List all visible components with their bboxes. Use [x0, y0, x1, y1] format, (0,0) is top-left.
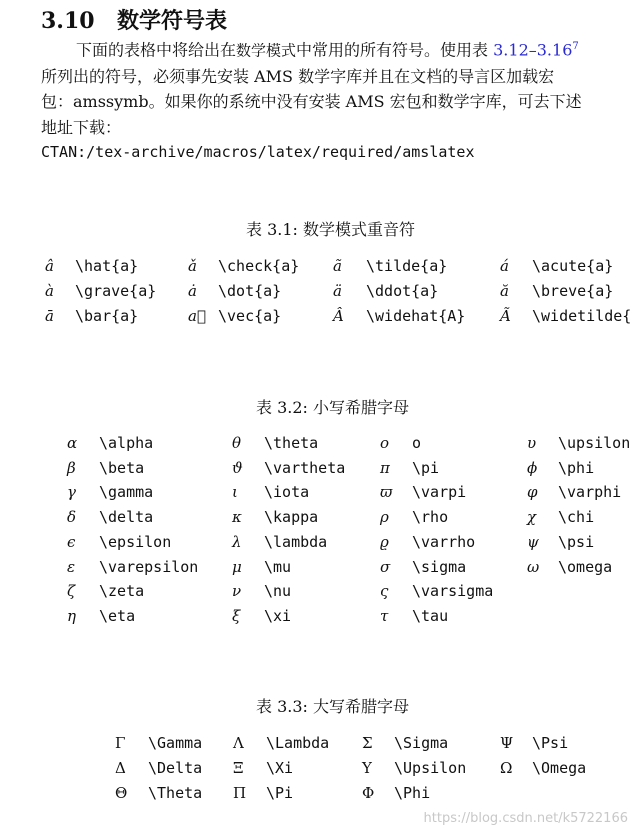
table3-symbol: Σ — [362, 734, 373, 752]
table2-command: \xi — [264, 606, 292, 625]
table1-command: \vec{a} — [218, 307, 282, 325]
table3-symbol: Ω — [500, 759, 513, 777]
table2-symbol: μ — [232, 557, 242, 576]
table2-command: \eta — [99, 606, 136, 625]
ctan-path: CTAN:/tex-archive/macros/latex/required/amslatex — [41, 143, 475, 162]
table2-symbol: π — [380, 458, 390, 477]
intro-line-4: 地址下载： — [41, 117, 122, 137]
table2-command: \lambda — [264, 532, 328, 551]
table2-command: \rho — [412, 508, 449, 527]
table2-symbol: γ — [67, 483, 76, 502]
table2-command: \theta — [264, 434, 319, 452]
table2-command: \beta — [99, 458, 145, 477]
table2-command: \upsilon — [558, 434, 631, 452]
table1-command: \grave{a} — [75, 282, 157, 300]
table1-command: \ddot{a} — [366, 282, 439, 300]
table2-symbol: κ — [232, 508, 242, 527]
table1-command: \breve{a} — [532, 282, 614, 300]
table1-symbol: Ã — [500, 307, 511, 325]
table2-command: \gamma — [99, 483, 154, 502]
table2-symbol: δ — [67, 508, 77, 527]
table1-symbol: ā — [45, 307, 54, 325]
table1-symbol: ă — [500, 282, 509, 300]
table3-caption: 表 3.3: 大写希腊字母 — [256, 697, 410, 716]
table3-command: \Pi — [266, 784, 294, 802]
intro-line-2: 所列出的符号，必须事先安装 AMS 数学字库并且在文档的导言区加载宏 — [41, 66, 555, 86]
table2-symbol: ϖ — [380, 483, 393, 502]
table2-command: \varsigma — [412, 582, 494, 601]
table2-command: \tau — [412, 606, 449, 625]
table2-symbol: ξ — [232, 606, 241, 625]
table1-symbol: ǎ — [188, 257, 197, 275]
table-ref-link[interactable]: 3.12–3.16 — [493, 40, 573, 60]
table1-command: \bar{a} — [75, 307, 139, 325]
table3-symbol: Υ — [362, 759, 372, 777]
table1-symbol: ȧ — [188, 282, 197, 300]
table1-caption: 表 3.1: 数学模式重音符 — [246, 220, 416, 239]
table2-command: \zeta — [99, 582, 145, 601]
intro-paragraph — [41, 26, 636, 166]
table1-symbol: á — [500, 257, 509, 275]
table1-symbol: à — [45, 282, 54, 300]
table2-symbol: ω — [527, 557, 540, 576]
table1-command: \check{a} — [218, 257, 300, 275]
table2-symbol: o — [380, 434, 390, 452]
table1-symbol: Â — [333, 307, 344, 325]
table2-command: o — [412, 434, 422, 452]
table2-command: \vartheta — [264, 458, 346, 477]
table2-symbol: τ — [380, 606, 389, 625]
table1-command: \tilde{a} — [366, 257, 448, 275]
table3-symbol: Θ — [115, 784, 128, 802]
table2-symbol: ν — [232, 582, 242, 601]
table1-command: \hat{a} — [75, 257, 139, 275]
table2-symbol: α — [67, 434, 78, 452]
intro-line-3: 包：amssymb。如果你的系统中没有安装 AMS 宏包和数学字库，可去下述 — [41, 92, 582, 112]
table2-caption: 表 3.2: 小写希腊字母 — [256, 398, 410, 417]
table2-symbol: β — [67, 458, 76, 477]
table2-symbol: η — [67, 606, 76, 625]
table3-command: \Theta — [148, 784, 203, 802]
table3-symbol: Ξ — [233, 759, 244, 777]
table2-symbol: λ — [232, 532, 242, 551]
table2-command: \varrho — [412, 532, 476, 551]
table3-command: \Xi — [266, 759, 294, 777]
table3-command: \Phi — [394, 784, 431, 802]
table2-command: \pi — [412, 458, 440, 477]
section-number: 3.10 — [41, 8, 95, 34]
table2-symbol: θ — [232, 434, 242, 452]
table3-command: \Psi — [532, 734, 569, 752]
section-title: 数学符号表 — [117, 8, 228, 34]
table3-command: \Upsilon — [394, 759, 467, 777]
table2-symbol: ζ — [67, 582, 76, 601]
table2-symbol: ϑ — [232, 458, 243, 477]
table2-symbol: ϵ — [67, 532, 76, 551]
table2-command: \epsilon — [99, 532, 172, 551]
table2-command: \nu — [264, 582, 292, 601]
table2-symbol: ψ — [527, 532, 539, 551]
table1-symbol: a⃗ — [188, 307, 206, 325]
table2-symbol: ς — [380, 582, 389, 601]
table2-command: \sigma — [412, 557, 467, 576]
table2-command: \varpi — [412, 483, 467, 502]
table3-symbol: Π — [233, 784, 247, 802]
footnote-mark[interactable]: 7 — [572, 41, 579, 52]
table3-symbol: Ψ — [500, 734, 514, 752]
table1-symbol: ã — [333, 257, 342, 275]
table1-command: \acute{a} — [532, 257, 614, 275]
table2-symbol: ρ — [380, 508, 389, 527]
table2-symbol: φ — [527, 483, 538, 502]
table2-command: \kappa — [264, 508, 319, 527]
table1-command: \dot{a} — [218, 282, 282, 300]
table3-command: \Sigma — [394, 734, 449, 752]
table2-command: \delta — [99, 508, 154, 527]
table2-symbol: ε — [67, 557, 76, 576]
table2-command: \chi — [558, 508, 595, 527]
table2-command: \varepsilon — [99, 557, 199, 576]
table3-command: \Omega — [532, 759, 587, 777]
table2-symbol: ϱ — [380, 532, 389, 551]
table3-command: \Delta — [148, 759, 203, 777]
table2-command: \alpha — [99, 434, 154, 452]
table2-command: \omega — [558, 557, 613, 576]
table2-command: \mu — [264, 557, 292, 576]
table2-command: \iota — [264, 483, 310, 502]
table1-symbol: â — [45, 257, 54, 275]
table1-command: \widetilde{ — [532, 307, 632, 325]
table3-symbol: Φ — [362, 784, 375, 802]
table2-command: \psi — [558, 532, 595, 551]
table2-symbol: υ — [527, 434, 537, 452]
table2-symbol: χ — [527, 508, 537, 527]
table1-symbol: ä — [333, 282, 342, 300]
table1-command: \widehat{A} — [366, 307, 466, 325]
table2-symbol: ϕ — [527, 458, 538, 477]
table3-command: \Gamma — [148, 734, 203, 752]
table3-command: \Lambda — [266, 734, 330, 752]
table2-command: \varphi — [558, 483, 622, 502]
table3-symbol: Λ — [233, 734, 244, 752]
table2-command: \phi — [558, 458, 595, 477]
watermark: https://blog.csdn.net/k5722166 — [423, 811, 628, 826]
table3-symbol: Γ — [115, 734, 126, 752]
table3-symbol: Δ — [115, 759, 126, 777]
intro-line-1: 下面的表格中将给出在数学模式中常用的所有符号。使用表 3.12–3.16$^7$ — [76, 40, 579, 60]
table2-symbol: σ — [380, 557, 391, 576]
table2-symbol: ι — [232, 483, 238, 502]
